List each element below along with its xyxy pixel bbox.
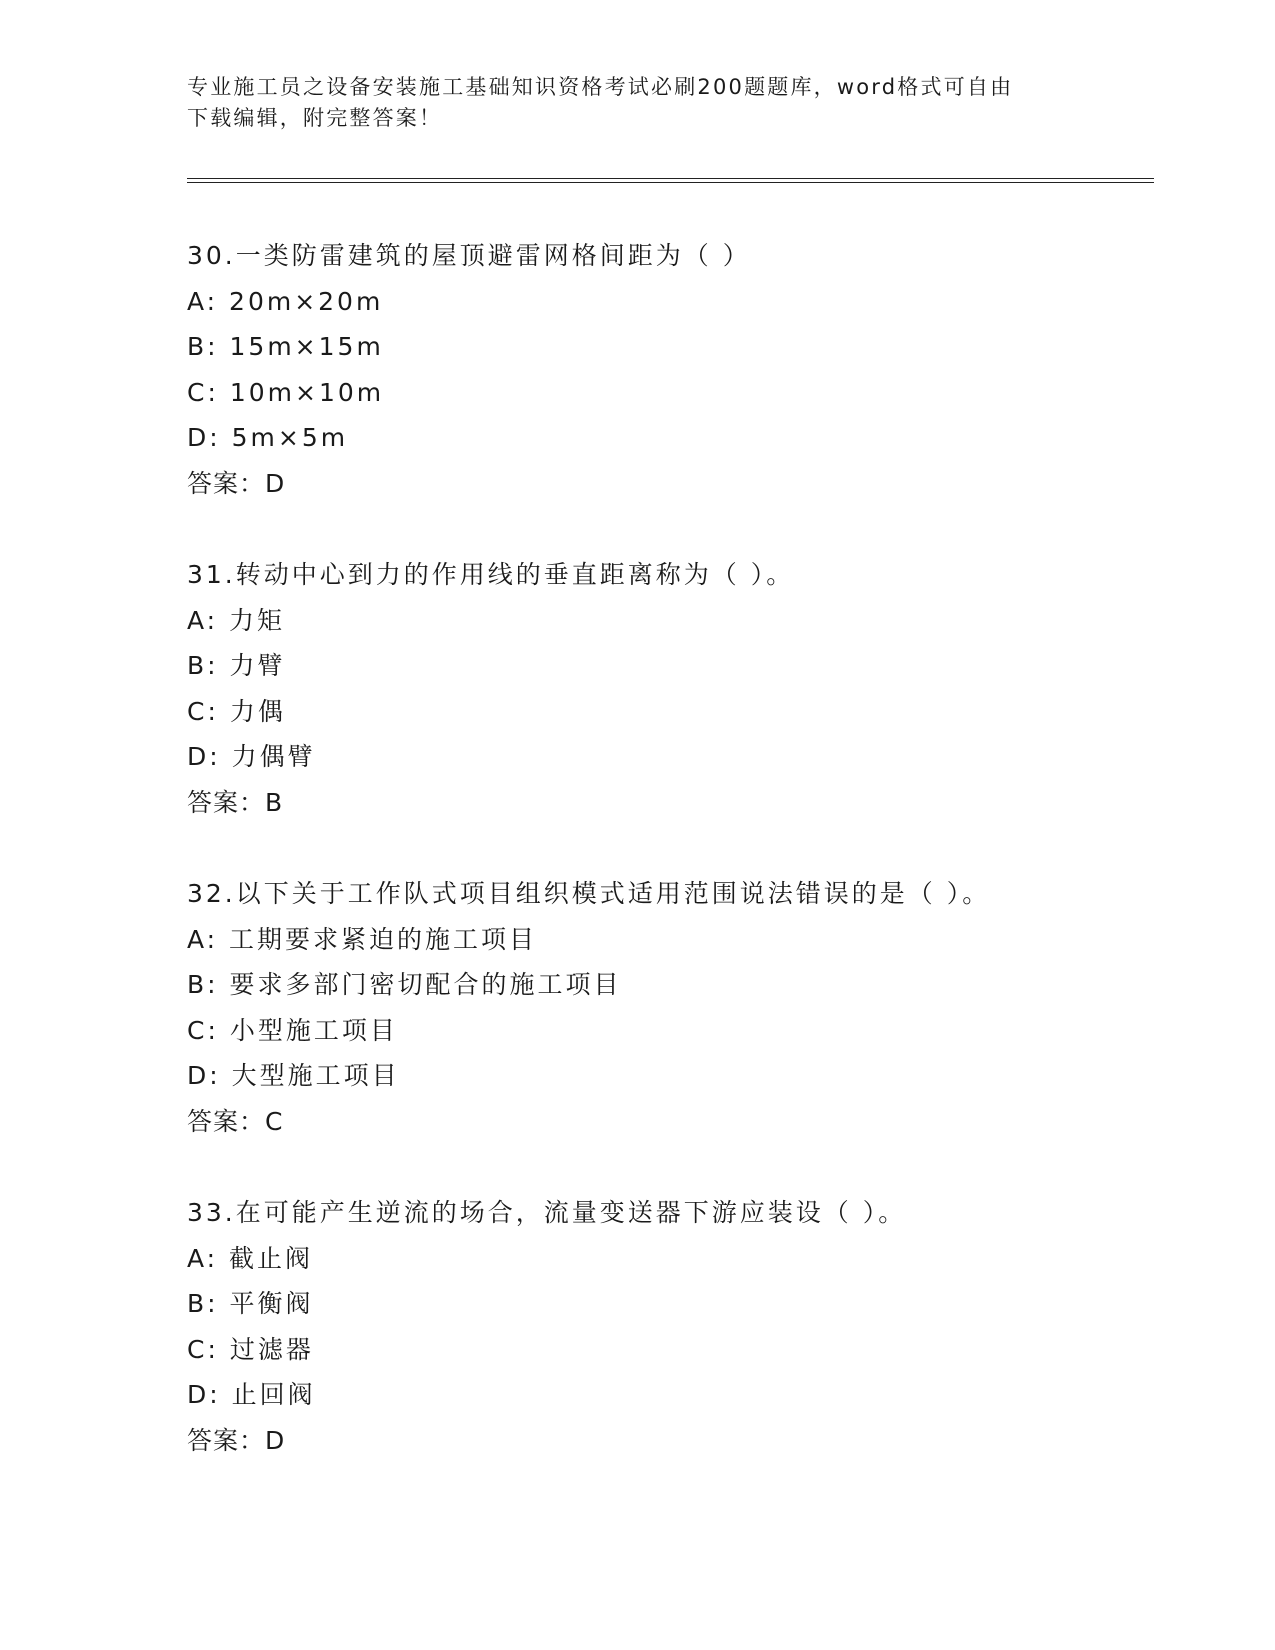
option-b: B: 15m×15m [187, 332, 384, 361]
option-d: D: 力偶臂 [187, 742, 316, 771]
option-c: C: 过滤器 [187, 1334, 314, 1364]
option-d: D: 5m×5m [187, 423, 349, 452]
option-a: A: 力矩 [187, 605, 286, 635]
option-d: D: 止回阀 [187, 1380, 316, 1409]
answer-line: 答案：B [187, 787, 284, 817]
option-b: B: 要求多部门密切配合的施工项目 [187, 970, 622, 999]
option-b: B: 平衡阀 [187, 1289, 314, 1318]
question-33 [187, 1190, 1187, 1463]
answer-line: 答案：D [187, 1425, 286, 1455]
header-divider-top [187, 178, 1154, 179]
answer-line: 答案：D [187, 468, 286, 498]
document-header [187, 72, 1087, 134]
question-31 [187, 552, 1187, 825]
option-c: C: 10m×10m [187, 377, 385, 407]
header-divider-bottom [187, 182, 1154, 183]
answer-line: 答案：C [187, 1106, 284, 1136]
option-a: A: 截止阀 [187, 1243, 314, 1273]
question-32 [187, 871, 1187, 1144]
option-c: C: 小型施工项目 [187, 1015, 398, 1045]
question-30 [187, 233, 1187, 506]
question-stem: 32.以下关于工作队式项目组织模式适用范围说法错误的是（ ）。 [187, 879, 991, 908]
question-stem: 33.在可能产生逆流的场合，流量变送器下游应装设（ ）。 [187, 1198, 907, 1227]
option-c: C: 力偶 [187, 696, 286, 726]
option-d: D: 大型施工项目 [187, 1061, 400, 1090]
option-b: B: 力臂 [187, 651, 286, 680]
header-line-2: 下载编辑，附完整答案！ [187, 106, 443, 130]
question-stem: 31.转动中心到力的作用线的垂直距离称为（ ）。 [187, 560, 795, 589]
header-line-1: 专业施工员之设备安装施工基础知识资格考试必刷200题题库，word格式可自由 [187, 75, 1014, 99]
option-a: A: 20m×20m [187, 286, 384, 316]
option-a: A: 工期要求紧迫的施工项目 [187, 924, 538, 954]
question-stem: 30.一类防雷建筑的屋顶避雷网格间距为（ ） [187, 241, 751, 270]
